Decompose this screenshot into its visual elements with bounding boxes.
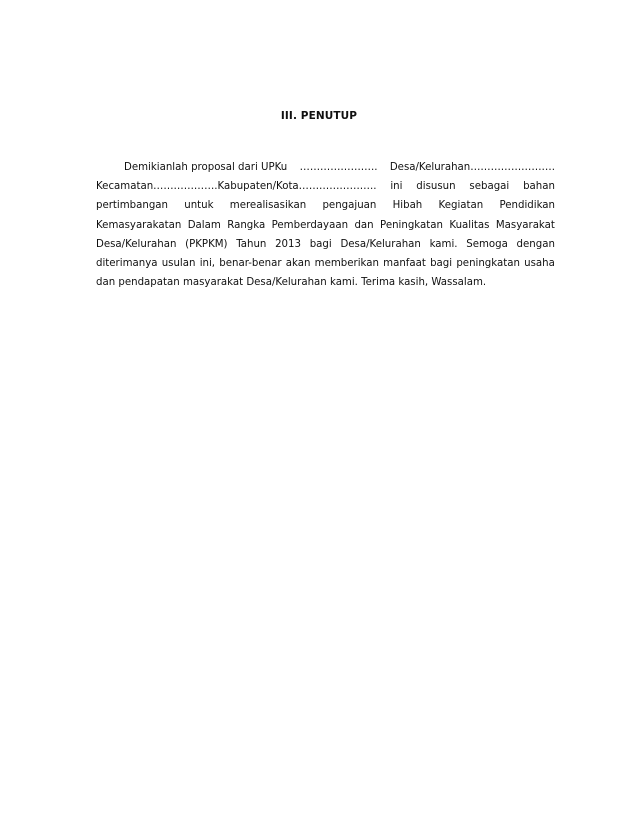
text-segment: manfaat — [383, 258, 426, 270]
text-segment: benar-benar — [219, 258, 282, 270]
text-segment: ini — [390, 181, 403, 193]
text-segment: Peningkatan — [380, 219, 443, 231]
text-segment: merealisasikan — [229, 200, 307, 212]
text-segment: Dalam — [187, 219, 221, 231]
section-heading: III. PENUTUP — [280, 110, 358, 122]
text-segment: usaha — [524, 258, 555, 270]
text-segment: Semoga — [466, 238, 508, 250]
paragraph-line-2 — [96, 177, 555, 196]
text-segment: usulan — [161, 258, 196, 270]
paragraph-line-6 — [96, 254, 555, 273]
text-segment: dengan — [516, 238, 555, 250]
paragraph-line-7 — [96, 273, 555, 292]
text-segment: Rangka — [227, 219, 266, 231]
text-segment: ini, — [199, 258, 216, 270]
text-segment: bagi — [430, 258, 453, 270]
text-segment: pertimbangan — [96, 200, 169, 212]
text-segment: Desa/Kelurahan — [96, 238, 177, 250]
text-segment: Kecamatan……………….Kabupaten/Kota………………….. — [96, 181, 377, 193]
text-segment: Hibah — [392, 200, 423, 212]
paragraph-line-5 — [96, 235, 555, 254]
text-segment: Tahun — [236, 238, 267, 250]
closing-paragraph — [96, 158, 555, 292]
text-segment: bahan — [523, 181, 555, 193]
text-segment: dan pendapatan masyarakat Desa/Kelurahan kami. Terima kasih, Wassalam. — [96, 277, 487, 289]
text-segment: untuk — [184, 200, 214, 212]
text-segment: Demikianlah proposal dari UPKu — [124, 162, 288, 173]
text-segment: Desa/Kelurahan — [340, 238, 421, 250]
text-segment: Kegiatan — [438, 200, 484, 212]
text-segment: bagi — [309, 238, 332, 250]
paragraph-line-1 — [96, 158, 555, 177]
paragraph-line-3 — [96, 196, 555, 215]
text-segment: Pendidikan — [499, 200, 555, 212]
paragraph-line-4 — [96, 216, 555, 235]
text-segment: akan — [285, 258, 311, 270]
text-segment: Kualitas — [449, 219, 490, 231]
text-segment: peningkatan — [456, 258, 520, 270]
text-segment: Pemberdayaan — [271, 219, 349, 231]
text-segment: diterimanya — [96, 258, 158, 270]
text-segment: sebagai — [469, 181, 510, 193]
text-segment: disusun — [416, 181, 456, 193]
text-segment: dan — [354, 219, 374, 231]
text-segment: kami. — [429, 238, 458, 250]
text-segment: (PKPKM) — [185, 238, 228, 250]
text-segment: Desa/Kelurahan……………………. — [389, 162, 555, 173]
text-segment: memberikan — [314, 258, 379, 270]
text-segment: ………………….. — [299, 162, 378, 173]
text-segment: 2013 — [275, 238, 302, 250]
text-segment: Kemasyarakatan — [96, 219, 182, 231]
text-segment: pengajuan — [322, 200, 377, 212]
text-segment: Masyarakat — [495, 219, 555, 231]
